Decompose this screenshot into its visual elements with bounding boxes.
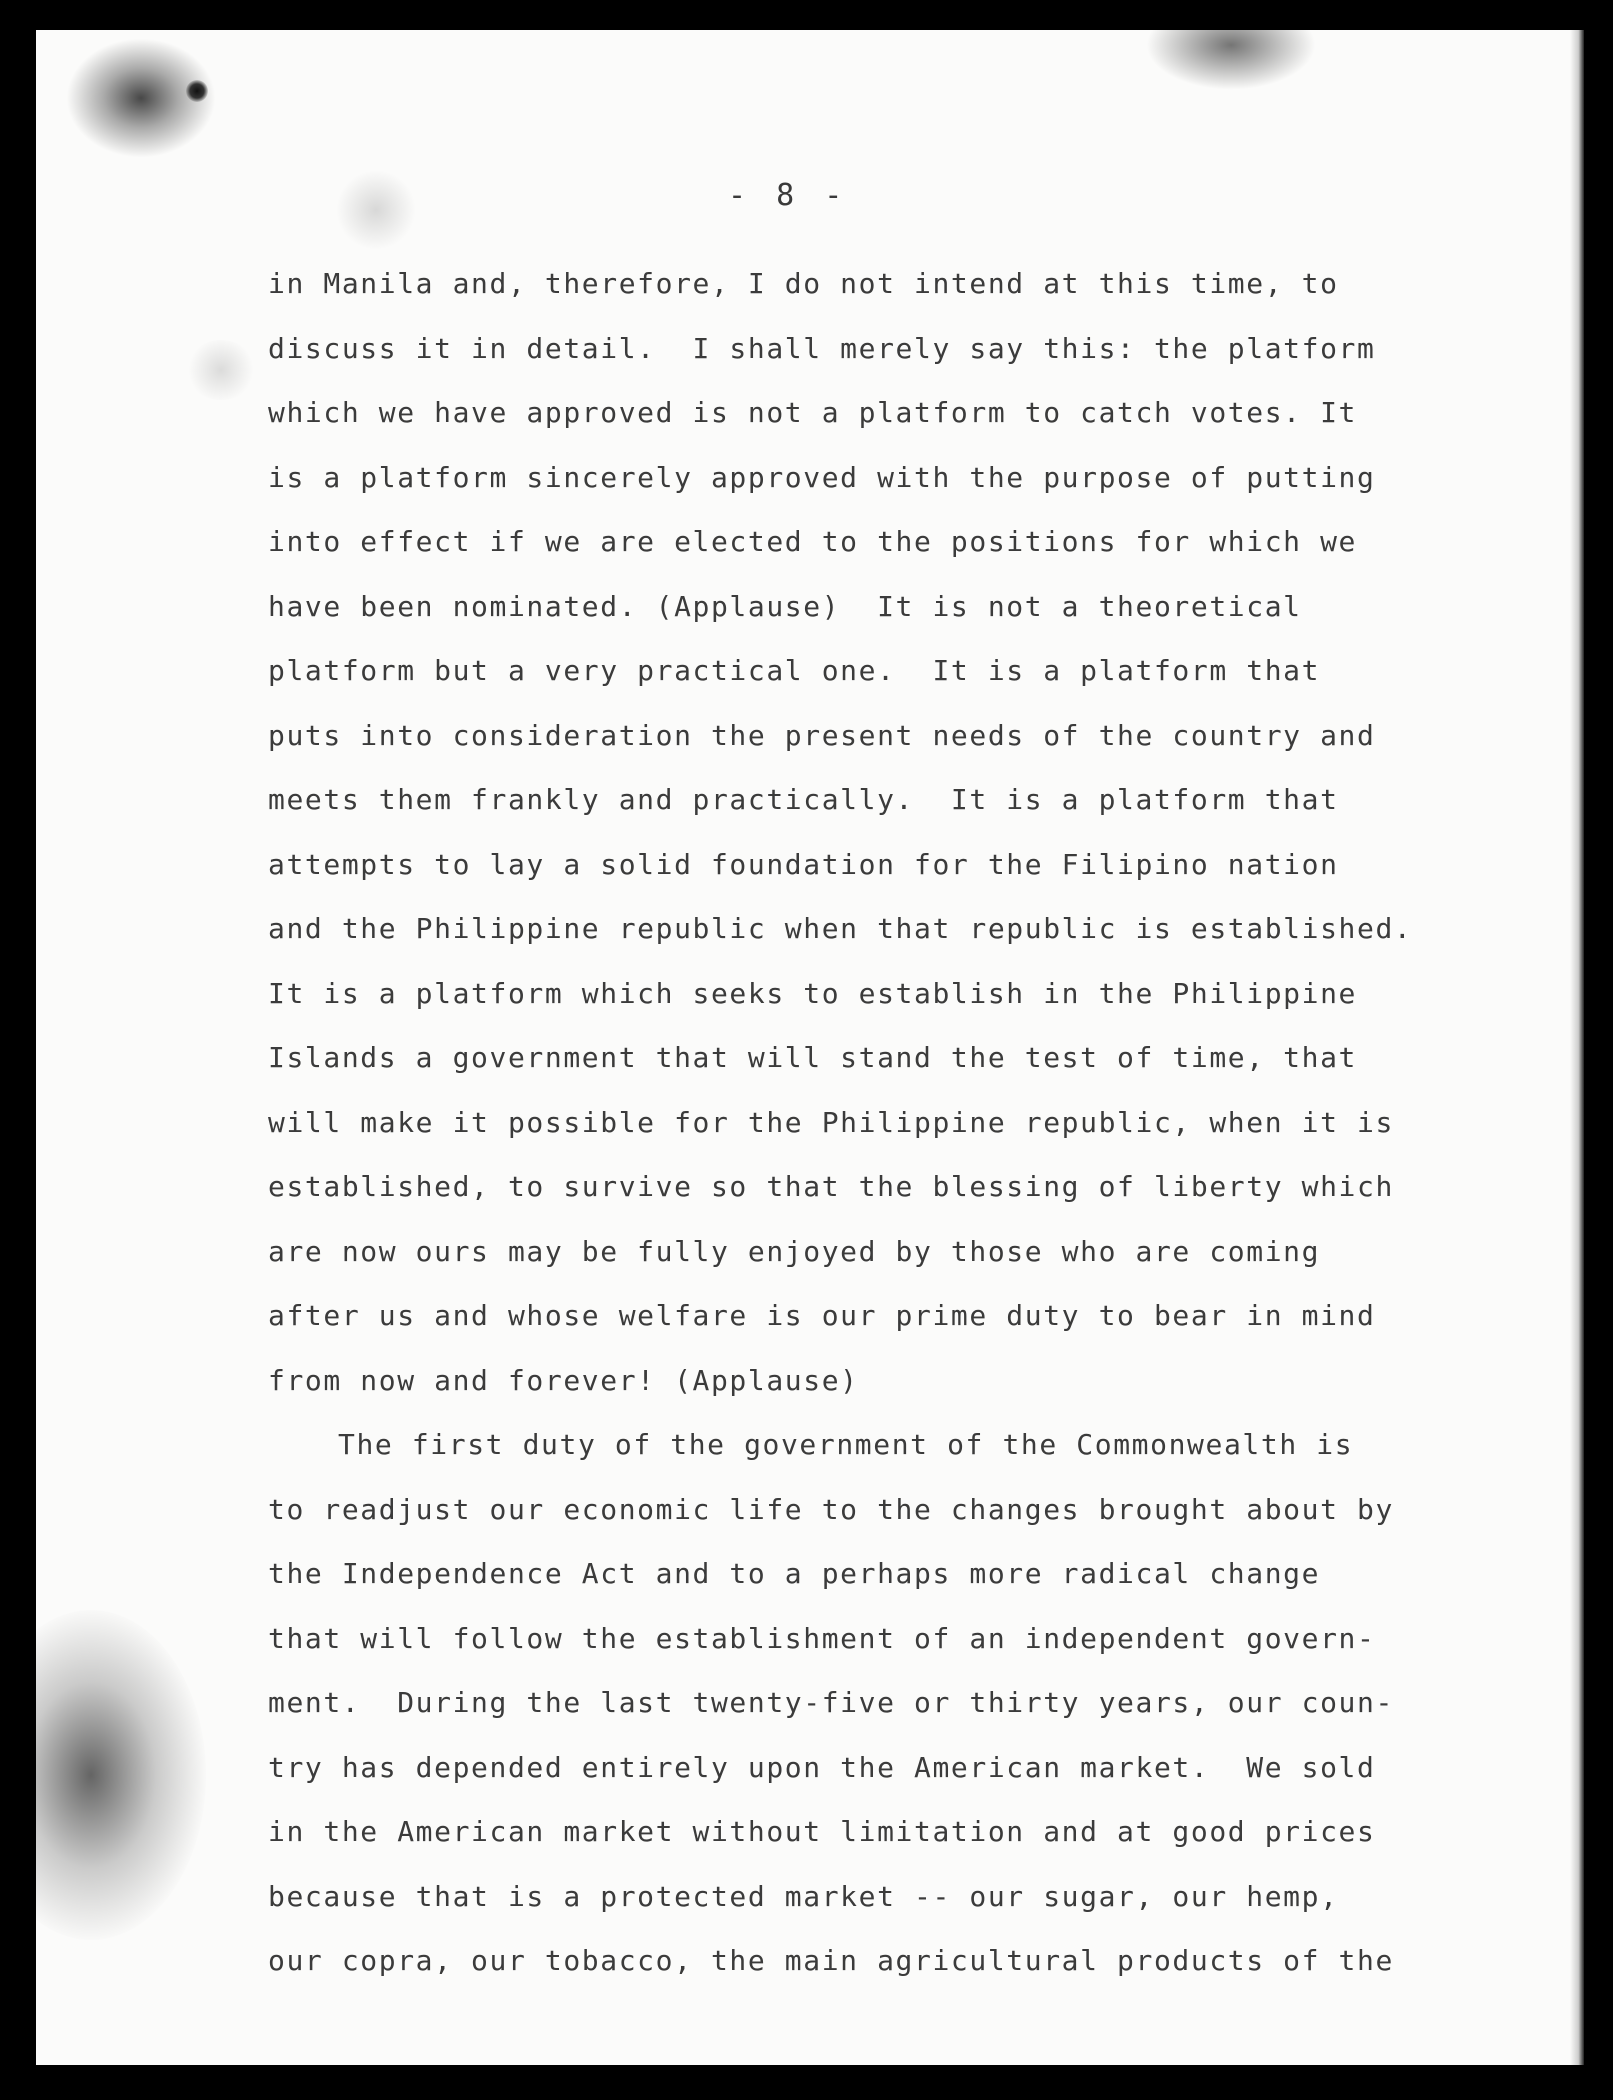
scan-stain xyxy=(186,340,256,400)
page-edge-shadow xyxy=(1570,30,1584,2065)
page-number: - 8 - xyxy=(728,178,849,213)
text-line: attempts to lay a solid foundation for the Filipino nation xyxy=(268,847,1339,881)
scan-stain xyxy=(336,170,416,250)
text-line: try has depended entirely upon the American market. We sold xyxy=(268,1750,1376,1784)
text-line: our copra, our tobacco, the main agricultural products of the xyxy=(268,1944,1394,1977)
text-line: the Independence Act and to a perhaps more radical change xyxy=(268,1557,1321,1590)
ink-dot xyxy=(186,80,208,102)
text-line: and the Philippine republic when that republic is established. xyxy=(268,912,1413,945)
text-line: platform but a very practical one. It is a platform that xyxy=(268,654,1321,687)
text-line: puts into consideration the present needs of the country and xyxy=(268,718,1376,752)
text-line: because that is a protected market -- our sugar, our hemp, xyxy=(268,1879,1339,1913)
text-line: after us and whose welfare is our prime duty to bear in mind xyxy=(268,1299,1376,1332)
paragraph-start-line: The first duty of the government of the Commonwealth is xyxy=(338,1428,1354,1461)
text-line: have been nominated. (Applause) It is not a theoretical xyxy=(268,589,1302,623)
text-line: from now and forever! (Applause) xyxy=(268,1363,859,1397)
text-line: which we have approved is not a platform to catch votes. It xyxy=(268,396,1357,429)
text-line: ment. During the last twenty-five or thirty years, our coun- xyxy=(268,1686,1394,1719)
ink-smudge xyxy=(36,1610,206,1940)
text-line: to readjust our economic life to the changes brought about by xyxy=(268,1492,1394,1526)
text-line: will make it possible for the Philippine republic, when it is xyxy=(268,1105,1394,1139)
text-line: Islands a government that will stand the test of time, that xyxy=(268,1041,1357,1074)
text-line: that will follow the establishment of an independent govern- xyxy=(268,1621,1376,1655)
ink-smudge xyxy=(66,38,216,158)
typewritten-text xyxy=(268,252,1448,1994)
text-line: in the American market without limitation and at good prices xyxy=(268,1815,1376,1848)
text-line: in Manila and, therefore, I do not intend at this time, to xyxy=(268,267,1339,300)
text-line: It is a platform which seeks to establish in the Philippine xyxy=(268,976,1357,1010)
text-line: discuss it in detail. I shall merely say this: the platform xyxy=(268,331,1376,365)
text-line: is a platform sincerely approved with the purpose of putting xyxy=(268,460,1376,494)
text-line: into effect if we are elected to the positions for which we xyxy=(268,525,1357,558)
ink-smudge xyxy=(1146,30,1316,90)
text-line: meets them frankly and practically. It is a platform that xyxy=(268,783,1339,816)
text-line: are now ours may be fully enjoyed by those who are coming xyxy=(268,1234,1321,1268)
text-line: established, to survive so that the blessing of liberty which xyxy=(268,1170,1394,1203)
document-page xyxy=(36,30,1584,2065)
